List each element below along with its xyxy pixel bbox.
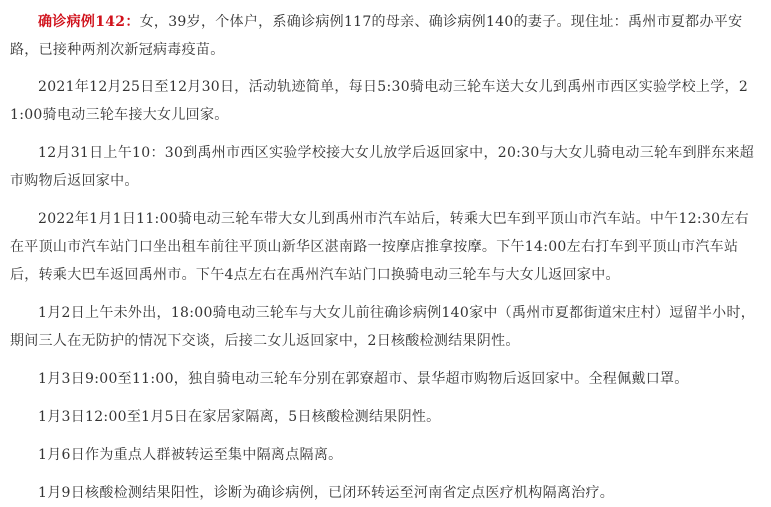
trajectory-paragraph-dec31: 12月31日上午10：30到禹州市西区实验学校接大女儿放学后返回家中，20:30与大女儿骑电动三轮车到胖东来超市购物后返回家中。: [10, 145, 755, 189]
trajectory-paragraph-jan9: 1月9日核酸检测结果阳性，诊断为确诊病例，已闭环转运至河南省定点医疗机构隔离治疗。: [38, 485, 615, 501]
case-intro-text: 女，39岁，个体户，系确诊病例117的母亲、确诊病例140的妻子。现住址：禹州市夏都办平安路，已接种两剂次新冠病毒疫苗。: [10, 14, 743, 58]
trajectory-paragraph-jan2: 1月2日上午未外出，18:00骑电动三轮车与大女儿前往确诊病例140家中（禹州市夏都街道宋庄村）逗留半小时，期间三人在无防护的情况下交谈，后接二女儿返回家中，2日核酸检测结果阴性。: [10, 305, 756, 349]
trajectory-paragraph-jan3-5-isolation: 1月3日12:00至1月5日在家居家隔离，5日核酸检测结果阴性。: [38, 409, 441, 425]
trajectory-paragraph-jan6: 1月6日作为重点人群被转运至集中隔离点隔离。: [38, 447, 343, 463]
case-intro-paragraph: [10, 8, 762, 64]
article-body: [10, 8, 762, 507]
trajectory-paragraph-jan3-morning: 1月3日9:00至11:00，独自骑电动三轮车分别在郭寮超市、景华超市购物后返回家中。全程佩戴口罩。: [38, 371, 689, 387]
trajectory-paragraph-dec25-30: 2021年12月25日至12月30日，活动轨迹简单，每日5:30骑电动三轮车送大女儿到禹州市西区实验学校上学，21:00骑电动三轮车接大女儿回家。: [10, 79, 749, 123]
trajectory-paragraph-jan1: 2022年1月1日11:00骑电动三轮车带大女儿到禹州市汽车站后，转乘大巴车到平顶山市汽车站。中午12:30左右在平顶山市汽车站门口坐出租车前往平顶山新华区湛南路一按摩店推拿按摩。下午14:00左右打车到平顶山市汽车站后，转乘大巴车返回禹州市。下午4点左右在禹州汽车站门口换骑电动三轮车与大女儿返回家中。: [10, 211, 749, 283]
case-label: 确诊病例142：: [38, 14, 140, 30]
